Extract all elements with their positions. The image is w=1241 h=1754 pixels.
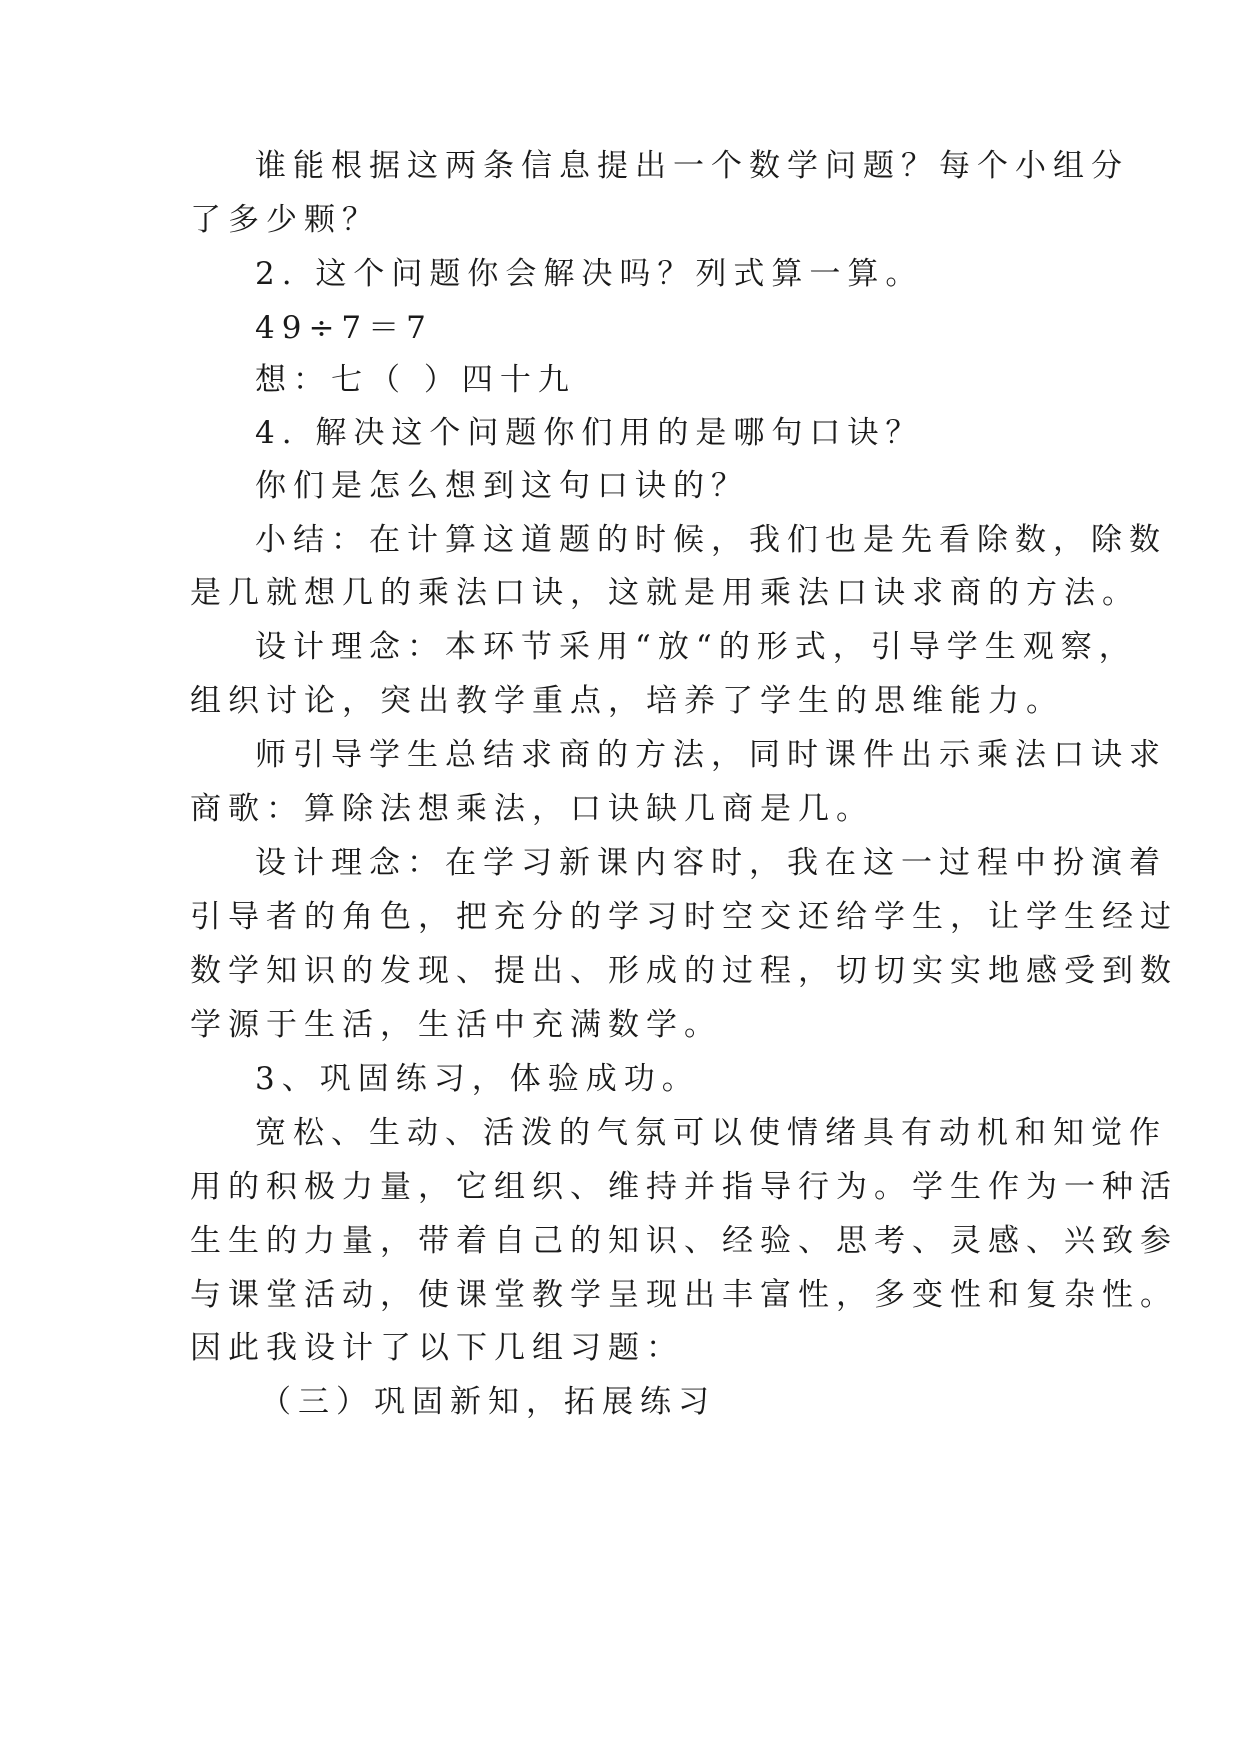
paragraph-line: 因此我设计了以下几组习题： [190, 1330, 684, 1366]
section-heading: 3、巩固练习，体验成功。 [255, 1061, 700, 1097]
paragraph-line: 引导者的角色，把充分的学习时空交还给学生，让学生经过 [190, 899, 1178, 935]
section-heading: （三）巩固新知，拓展练习 [260, 1384, 716, 1420]
paragraph-line: 组织讨论，突出教学重点，培养了学生的思维能力。 [190, 683, 1064, 719]
paragraph-line: 师引导学生总结求商的方法，同时课件出示乘法口诀求 [255, 737, 1167, 773]
paragraph-line: 谁能根据这两条信息提出一个数学问题？每个小组分 [255, 148, 1129, 184]
paragraph-line: 学源于生活，生活中充满数学。 [190, 1007, 722, 1043]
paragraph-line: 了多少颗？ [190, 202, 380, 238]
paragraph-line: 是几就想几的乘法口诀，这就是用乘法口诀求商的方法。 [190, 575, 1140, 611]
paragraph-line: 设计理念：本环节采用“放“的形式，引导学生观察， [255, 629, 1137, 665]
equation-line: 49÷7＝7 [255, 310, 433, 346]
paragraph-line: 设计理念：在学习新课内容时，我在这一过程中扮演着 [255, 845, 1167, 881]
paragraph-line: 与课堂活动，使课堂教学呈现出丰富性，多变性和复杂性。 [190, 1277, 1178, 1313]
paragraph-line: 想：七（ ）四十九 [255, 362, 576, 398]
paragraph-line: 生生的力量，带着自己的知识、经验、思考、灵感、兴致参 [190, 1223, 1178, 1259]
paragraph-line: 用的积极力量，它组织、维持并指导行为。学生作为一种活 [190, 1169, 1178, 1205]
paragraph-line: 宽松、生动、活泼的气氛可以使情绪具有动机和知觉作 [255, 1115, 1167, 1151]
paragraph-line: 你们是怎么想到这句口诀的？ [255, 468, 749, 504]
paragraph-line: 商歌：算除法想乘法，口诀缺几商是几。 [190, 791, 874, 827]
paragraph-line: 4. 解决这个问题你们用的是哪句口诀？ [255, 415, 924, 451]
paragraph-line: 2. 这个问题你会解决吗？列式算一算。 [255, 256, 924, 292]
paragraph-line: 数学知识的发现、提出、形成的过程，切切实实地感受到数 [190, 953, 1178, 989]
paragraph-line: 小结：在计算这道题的时候，我们也是先看除数，除数 [255, 522, 1167, 558]
